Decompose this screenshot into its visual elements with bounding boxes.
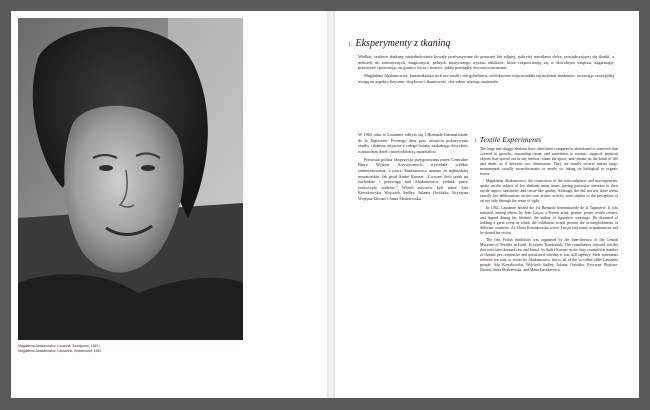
section-title-en [474,135,541,144]
pl-paragraph-3: W 1962 roku w Lozannie odbyło się I Biennale Internationale de la Tapisserie. Pewnego dnia przy otwarciu pokazywano rzeźby i tkaniny artystów z całego świata, zaskakując krytyków rozmachem dzieł i niezwykłością materiałów. [358,132,468,154]
photo-caption [18,344,243,353]
section-heading-pl: Eksperymenty z tkaniną [355,38,451,49]
portrait-image [18,18,243,340]
section-number-en: 1. [474,139,478,144]
portrait-photo [18,18,243,340]
pl-paragraph-4: Pierwsza polska ekspozycja przygotowana przez Centralne Biuro Wystaw Artystycznych wywołała wielkie zainteresowanie, a prace Abakanowicz uznano za najbardziej nowatorskie. Jak pisał André Kuenzi: „Liczone ilość sztuk na zachodzie i przewagę nad Abakanowicz, jednak prace zaskoczyły widzów.” Wśród artystów byli także Ada Kierzkowska, Wojciech Sadley, Jolanta Owidzka, Krystyna Wojtyna-Drouet i Anna Śledziewska. [358,156,468,201]
book-spread [11,11,639,398]
caption-pl: Magdalena Abakanowicz, Lozanna, Szwajcaria, 1962 r. [18,344,101,348]
caption-en: Magdalena Abakanowicz, Lausanne, Switzerland, 1962 [18,348,102,353]
pl-paragraph-2: Magdalena Abakanowicz, konstruktorka tych nie-rzeźb i nie-gobelinów, wielokrotnie wypowiadała się na temat abakanów, zwracając szczególną uwagę na aspekty fizyczne, dotykowe i tkaniowość, cha-rakter użytego materiału. [358,73,614,84]
section-number-pl: 1. [348,42,353,48]
en-paragraph-1: The huge and shaggy abakans have often been compared to abandoned or removed skin covered in growths, expanding tissue, and sometimes to totemic, magical, mystical objects that spread out in any interior, claim the space, and remain on the brink of life and death, as if between two dimensions. They are mostly several metres large, monumental, usually monochromatic or nearly so, taking on biological or organic forms. [480,147,618,176]
english-text-column [480,147,618,393]
section-heading-en: Textile Experiments [479,135,542,144]
section-title-pl [348,38,450,49]
en-paragraph-2: Magdalena Abakanowicz, the constructor of the non-sculptures and non-tapestries, spoke on the subject of her abakans many times, paying particular attention to their tactile aspect, sensitivity and tissue-like quality. Although she did not use these terms exactly, her deliberations on her own artistic activity were similar to the perception of art not only through the sense of sight. [480,179,618,203]
en-paragraph-4: The first Polish exhibition was organised by the then-director of the Central Museum of Textiles in Łódź, Krystyna Kondratiuk. The consultation selected textiles that were later deemed raw and brutal. As André Kuenzi wrote: they counted the number of threads per centimetre and questioned whether it was still tapestry. Such statements referred not only to works by Abakanowicz, but to all of the so-called older Lausanne people: Ada Kierzkowska, Wojciech Sadley, Jolanta Owidzka, Krystyna Wojtyna-Drouet, Anna Śledziewska, and Maria Łaszkiewicz. [480,238,618,273]
en-paragraph-3: In 1962, Lausanne hosted the 1st Biennale Internationale de la Tapisserie. It was initiated, among others, by Jean Lurçat, a French artist, painter, potter, textile creator, and legend during his lifetime, the author of figurative weavings. He dreamed of holding a great event in which the exhibition would present the accomplishments of different countries. As Maria Kossakowska wrote, Lurçat had many acquaintances and he shared his vision. [480,206,618,236]
pl-paragraph-1: Wielkie, szalowe abakany niejednokrotnie bywały porównywane do pozarnej lub zdjętej, pokrytej naroślami skóry, powiększającej się tkanki, a niekiedy do totemicznych, magicznych, pełnych mistycznego wyrazu obiektów, które rozpościerają się w dowolnym wnętrzu, zagarniając przestrzeń i pozostając na granicy życia i śmierci, jakby pomiędzy dwoma wymiarami. [358,54,614,71]
polish-text-top [358,54,614,87]
page-gutter [327,11,335,398]
polish-text-column [358,132,468,392]
